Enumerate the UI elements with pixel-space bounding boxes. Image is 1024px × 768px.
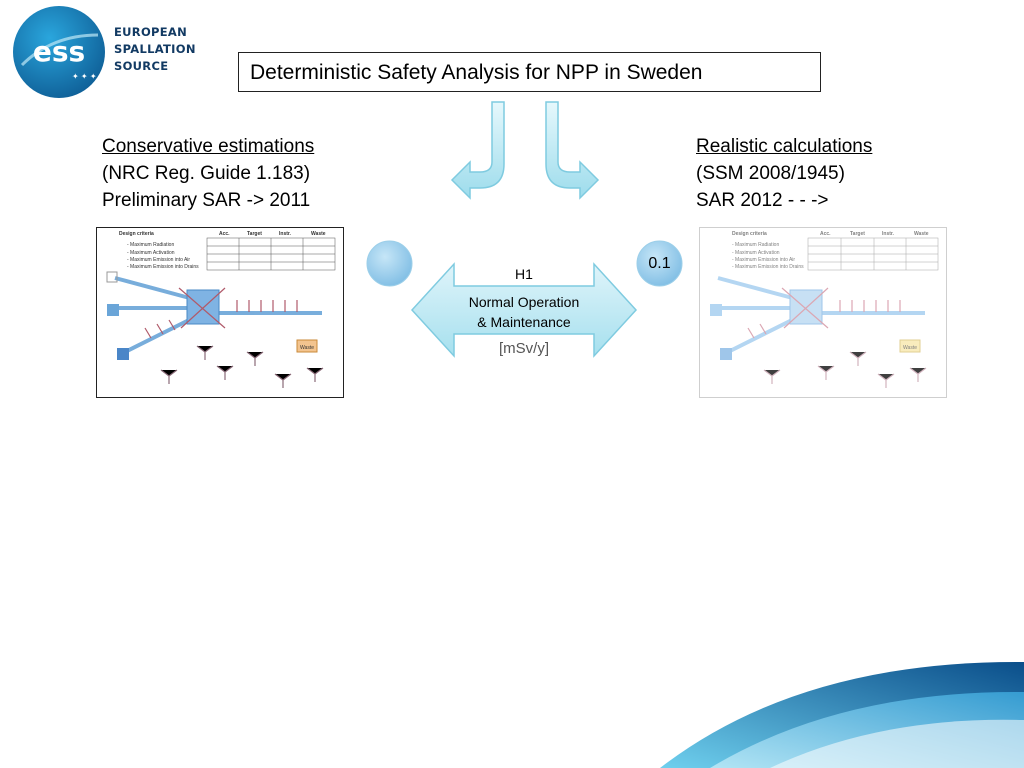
svg-text:Acc.: Acc. xyxy=(820,231,831,237)
svg-text:- Maximum Radiation: - Maximum Radiation xyxy=(127,242,175,248)
logo-wordmark xyxy=(114,24,196,75)
blank-circle xyxy=(366,240,413,287)
svg-text:Waste: Waste xyxy=(903,345,917,351)
svg-text:Waste: Waste xyxy=(311,231,326,237)
svg-text:- Maximum Emission into Drains: - Maximum Emission into Drains xyxy=(732,264,804,270)
normal-operation-line-1: Normal Operation xyxy=(468,294,580,310)
left-heading: Conservative estimations xyxy=(102,136,315,157)
svg-text:Design criteria: Design criteria xyxy=(732,231,767,237)
logo-line-3: SOURCE xyxy=(114,59,169,73)
right-diagram xyxy=(699,227,947,398)
svg-text:Waste: Waste xyxy=(914,231,929,237)
svg-text:- Maximum Emission into Drains: - Maximum Emission into Drains xyxy=(127,264,199,270)
left-line-1: (NRC Reg. Guide 1.183) xyxy=(102,163,311,184)
svg-text:Target: Target xyxy=(247,231,262,237)
svg-text:Instr.: Instr. xyxy=(279,231,291,237)
svg-text:- Maximum Emission into Air: - Maximum Emission into Air xyxy=(732,257,796,263)
svg-text:Instr.: Instr. xyxy=(882,231,894,237)
left-line-2: Preliminary SAR -> 2011 xyxy=(102,190,311,211)
logo-line-1: EUROPEAN xyxy=(114,25,188,39)
svg-text:- Maximum Radiation: - Maximum Radiation xyxy=(732,242,780,248)
normal-operation-line-2: & Maintenance xyxy=(477,314,571,330)
left-column xyxy=(102,133,314,214)
value-label: 0.1 xyxy=(648,255,671,272)
right-line-2: SAR 2012 - - -> xyxy=(696,190,829,211)
right-line-1: (SSM 2008/1945) xyxy=(696,163,845,184)
h1-label: H1 xyxy=(515,266,533,282)
svg-text:- Maximum Activation: - Maximum Activation xyxy=(127,250,175,256)
decorative-swoosh xyxy=(640,640,1024,768)
ess-logo-icon xyxy=(12,5,106,99)
diagram-col-criteria: Design criteria xyxy=(119,231,154,237)
right-heading: Realistic calculations xyxy=(696,136,873,157)
right-column xyxy=(696,133,872,214)
svg-text:- Maximum Emission into Air: - Maximum Emission into Air xyxy=(127,257,191,263)
logo-mark: ess xyxy=(32,35,86,68)
left-diagram xyxy=(96,227,344,398)
curved-arrows-icon xyxy=(440,100,610,200)
svg-text:Acc.: Acc. xyxy=(219,231,230,237)
logo-line-2: SPALLATION xyxy=(114,42,196,56)
normal-operation-label xyxy=(440,292,608,332)
svg-text:Target: Target xyxy=(850,231,865,237)
svg-text:- Maximum Activation: - Maximum Activation xyxy=(732,250,780,256)
svg-text:✦ ✦ ✦: ✦ ✦ ✦ xyxy=(72,72,97,81)
svg-text:Waste: Waste xyxy=(300,345,314,351)
slide-title: Deterministic Safety Analysis for NPP in Sweden xyxy=(238,52,821,92)
unit-label: [mSv/y] xyxy=(498,340,549,357)
